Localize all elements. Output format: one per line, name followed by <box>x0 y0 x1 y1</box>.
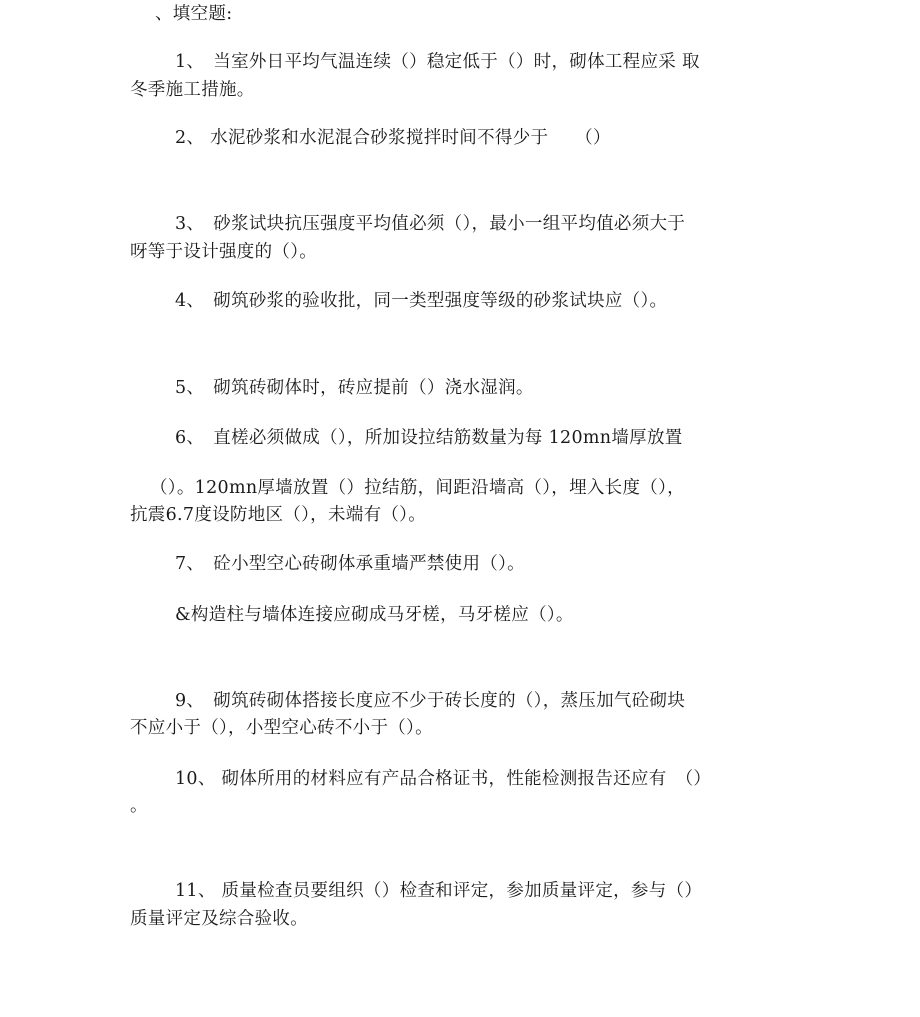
question-6-line-3: 抗震6.7度设防地区（），未端有（）。 <box>130 505 427 525</box>
question-3-line-1: 3、 砂浆试块抗压强度平均值必须（），最小一组平均值必须大于 <box>175 214 686 234</box>
question-11-line-2: 质量评定及综合验收。 <box>130 909 308 929</box>
question-10-line-2: 。 <box>130 796 148 816</box>
section-title: 、填空题: <box>155 4 233 24</box>
question-6-line-1: 6、 直槎必须做成（），所加设拉结筋数量为每 120mn墙厚放置 <box>175 428 683 448</box>
question-4-line-1: 4、 砌筑砂浆的验收批，同一类型强度等级的砂浆试块应（）。 <box>175 291 668 311</box>
question-7-line-1: 7、 砼小型空心砖砌体承重墙严禁使用（）。 <box>175 554 525 574</box>
question-3-line-2: 呀等于设计强度的（）。 <box>130 242 318 262</box>
question-2-line-1: 2、 水泥砂浆和水泥混合砂浆搅拌时间不得少于 （） <box>175 128 611 148</box>
question-10-line-1: 10、 砌体所用的材料应有产品合格证书，性能检测报告还应有 （） <box>175 769 712 789</box>
question-1-line-2: 冬季施工措施。 <box>130 80 255 100</box>
question-6-line-2: （）。120mn厚墙放置（）拉结筋，间距沿墙高（），埋入长度（）， <box>150 478 685 498</box>
question-9-line-1: 9、 砌筑砖砌体搭接长度应不少于砖长度的（），蒸压加气砼砌块 <box>175 691 686 711</box>
question-11-line-1: 11、 质量检查员要组织（）检查和评定，参加质量评定，参与（） <box>175 881 703 901</box>
question-8-line-1: &构造柱与墙体连接应砌成马牙槎，马牙槎应（）。 <box>175 605 574 625</box>
question-9-line-2: 不应小于（），小型空心砖不小于（）。 <box>130 718 433 738</box>
question-1-line-1: 1、 当室外日平均气温连续（）稳定低于（）时，砌体工程应采 取 <box>175 52 700 72</box>
question-5-line-1: 5、 砌筑砖砌体时，砖应提前（）浇水湿润。 <box>175 378 534 398</box>
